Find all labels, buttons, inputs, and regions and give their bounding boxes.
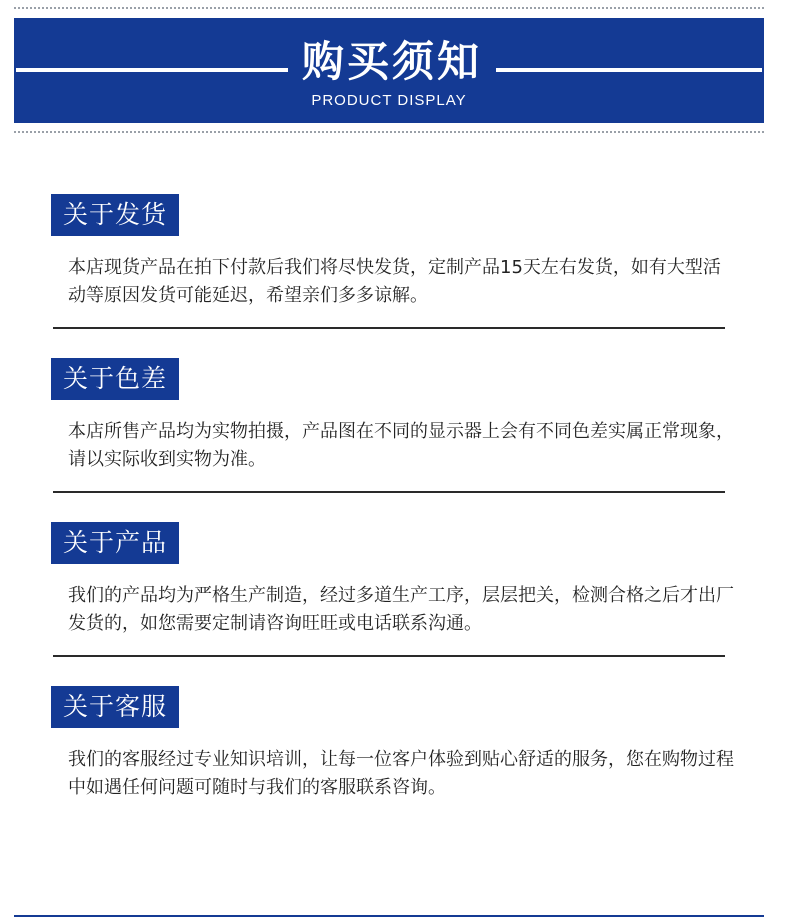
section-heading: 关于客服 [51, 686, 179, 728]
section-heading: 关于产品 [51, 522, 179, 564]
section-heading: 关于发货 [51, 194, 179, 236]
section-divider [53, 491, 725, 493]
section-text: 本店所售产品均为实物拍摄，产品图在不同的显示器上会有不同色差实属正常现象，请以实际收到实物为准。 [68, 421, 734, 470]
banner-rule-right [496, 68, 762, 72]
section-heading: 关于色差 [51, 358, 179, 400]
top-dotted-divider [14, 7, 764, 9]
section-customer-service [0, 686, 790, 846]
page-subtitle: PRODUCT DISPLAY [311, 92, 467, 109]
section-text: 本店现货产品在拍下付款后我们将尽快发货，定制产品15天左右发货，如有大型活动等原因发货可能延迟，希望亲们多多谅解。 [68, 257, 721, 306]
section-text: 我们的产品均为严格生产制造，经过多道生产工序，层层把关，检测合格之后才出厂发货的，如您需要定制请咨询旺旺或电话联系沟通。 [68, 585, 734, 634]
bottom-dotted-divider [14, 131, 764, 133]
section-color-difference [0, 358, 790, 518]
section-shipping [0, 194, 790, 354]
section-product [0, 522, 790, 682]
header-banner [14, 18, 764, 123]
section-text: 我们的客服经过专业知识培训，让每一位客户体验到贴心舒适的服务，您在购物过程中如遇任何问题可随时与我们的客服联系咨询。 [68, 749, 734, 798]
section-divider [53, 655, 725, 657]
page-title: 购买须知 [301, 37, 482, 86]
section-divider [53, 327, 725, 329]
banner-rule-left [16, 68, 288, 72]
footer-divider [14, 915, 764, 917]
